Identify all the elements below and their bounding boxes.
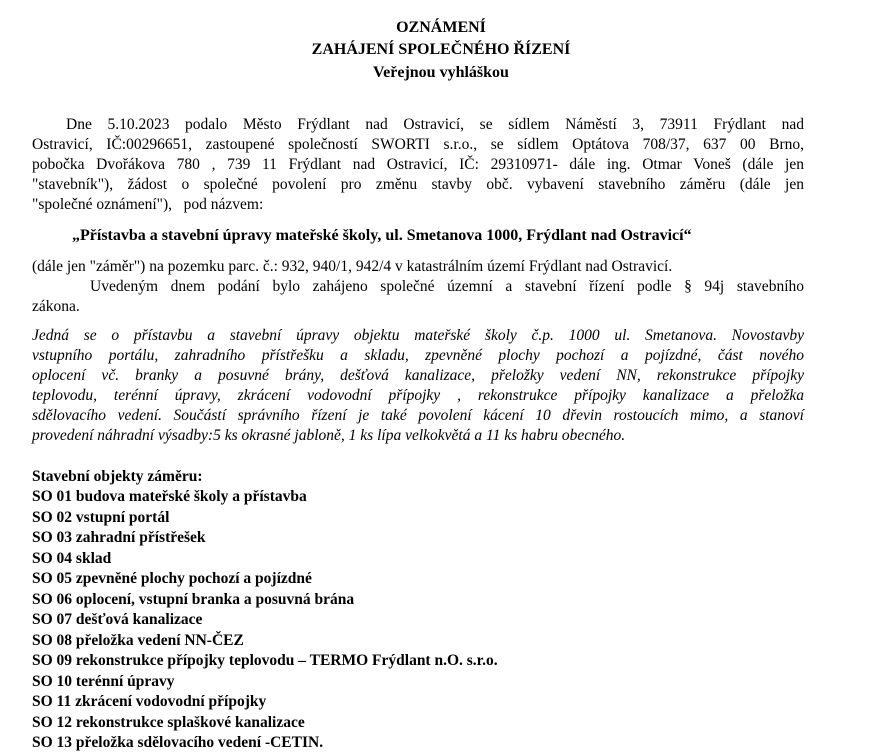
start-line: Uvedeným dnem podání bylo zahájeno společné územní a stavební řízení podle § 94j stavebního	[90, 278, 804, 295]
object-item: SO 03 zahradní přístřešek	[32, 529, 206, 546]
object-item: SO 13 přeložka sdělovacího vedení -CETIN.	[32, 734, 324, 751]
object-item: SO 11 zkrácení vodovodní přípojky	[32, 693, 267, 710]
description-paragraph	[32, 326, 804, 446]
description-line: teplovodu, terénní úpravy, zkrácení vodovodní přípojky , rekonstrukce přípojky kanalizace a přeložka	[32, 387, 804, 404]
start-paragraph	[32, 277, 804, 317]
object-item: SO 12 rekonstrukce splaškové kanalizace	[32, 714, 305, 731]
parcel-line: (dále jen "záměr") na pozemku parc. č.: 932, 940/1, 942/4 v katastrálním území Frýdlant nad Ostravicí.	[32, 258, 673, 275]
description-line: Jedná se o přístavbu a stavební úpravy objektu mateřské školy č.p. 1000 ul. Smetanova. Novostavby	[32, 327, 804, 344]
object-item: SO 07 dešťová kanalizace	[32, 611, 203, 628]
object-item: SO 08 přeložka vedení NN-ČEZ	[32, 632, 244, 649]
object-item: SO 04 sklad	[32, 550, 112, 567]
object-item: SO 09 rekonstrukce přípojky teplovodu – TERMO Frýdlant n.O. s.r.o.	[32, 652, 498, 669]
object-item: SO 05 zpevněné plochy pochozí a pojízdné	[32, 570, 312, 587]
intro-line: "společné oznámení"), pod názvem:	[32, 196, 264, 213]
document-subtitle: ZAHÁJENÍ SPOLEČNÉHO ŘÍZENÍ	[311, 41, 571, 58]
description-line: provedení náhradní výsadby:5 ks okrasné jabloně, 1 ks lípa velkokvětá a 11 ks habru obecného.	[32, 427, 626, 444]
description-line: vstupního portálu, zahradního přístřešku a skladu, zpevněné plochy pochozí a pojízdné, část nového	[32, 347, 804, 364]
object-item: SO 01 budova mateřské školy a přístavba	[32, 488, 307, 505]
objects-heading: Stavební objekty záměru:	[32, 468, 203, 485]
document-form: Veřejnou vyhláškou	[373, 64, 509, 81]
intro-line: "stavebník"), žádost o společné povolení pro změnu stavby obč. vybavení stavebního záměru (dále jen	[32, 176, 804, 193]
object-item: SO 02 vstupní portál	[32, 509, 170, 526]
document-title: OZNÁMENÍ	[396, 19, 486, 36]
object-item: SO 06 oplocení, vstupní branka a posuvná brána	[32, 591, 355, 608]
intro-paragraph	[32, 115, 804, 215]
intro-line: Ostravicí, IČ:00296651, zastoupené společností SWORTI s.r.o., se sídlem Optátova 708/37, 637 00 Brno,	[32, 136, 804, 153]
intro-line: Dne 5.10.2023 podalo Město Frýdlant nad Ostravicí, se sídlem Náměstí 3, 73911 Frýdlant nad	[66, 116, 804, 133]
object-item: SO 10 terénní úpravy	[32, 673, 175, 690]
project-name: „Přístavba a stavební úpravy mateřské školy, ul. Smetanova 1000, Frýdlant nad Ostravicí“	[72, 227, 692, 244]
start-line: zákona.	[32, 298, 80, 315]
description-line: oplocení vč. branky a posuvné brány, dešťová kanalizace, přeložky vedení NN, rekonstrukce přípojky	[32, 367, 804, 384]
intro-line: pobočka Dvořákova 780 , 739 11 Frýdlant nad Ostravicí, IČ: 29310971- dále ing. Otmar Voneš (dále jen	[32, 156, 804, 173]
description-line: sdělovacího vedení. Součástí správního řízení je také povolení kácení 10 dřevin rostoucích mimo, a stanoví	[32, 407, 804, 424]
